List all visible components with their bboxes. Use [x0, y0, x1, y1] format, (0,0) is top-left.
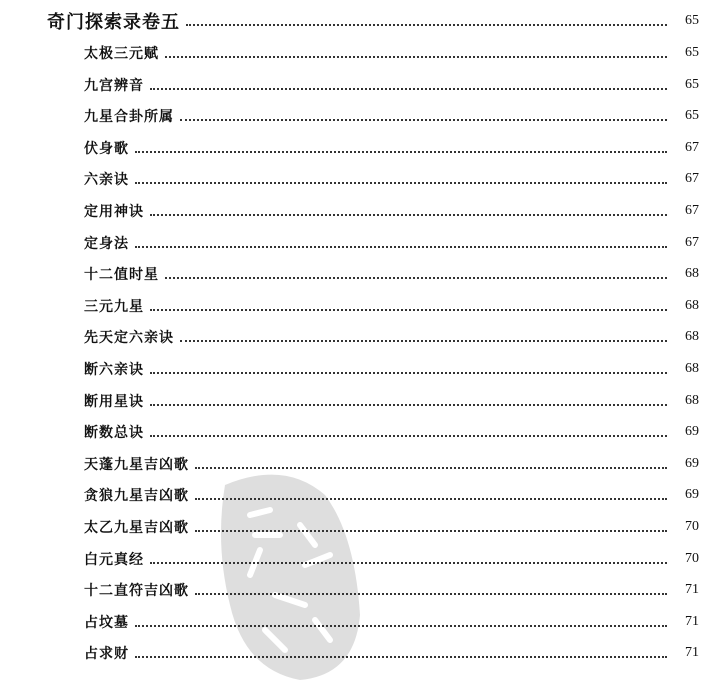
- entry-title: 断用星诀: [84, 393, 144, 410]
- toc-entry[interactable]: [84, 609, 699, 635]
- dot-leader: [165, 56, 667, 58]
- entry-title: 太极三元赋: [84, 46, 159, 62]
- toc-entry[interactable]: [84, 135, 699, 161]
- dot-leader: [150, 309, 667, 311]
- entry-title: 断六亲诀: [84, 362, 144, 378]
- chapter-heading[interactable]: [47, 8, 699, 34]
- page-number: 65: [685, 45, 699, 60]
- page-number: 71: [685, 613, 699, 629]
- dot-leader: [135, 182, 667, 184]
- page-number: 69: [685, 455, 699, 471]
- entry-title: 九宫辨音: [84, 77, 144, 94]
- page-number: 67: [685, 203, 699, 218]
- dot-leader: [150, 562, 667, 564]
- dot-leader: [195, 498, 667, 500]
- page-number: 70: [685, 519, 699, 534]
- toc-entry[interactable]: [84, 230, 699, 256]
- dot-leader: [195, 467, 667, 469]
- page-number: 71: [685, 582, 699, 598]
- dot-leader: [150, 214, 667, 216]
- toc-entry[interactable]: [84, 451, 699, 477]
- entry-title: 太乙九星吉凶歌: [84, 520, 189, 536]
- dot-leader: [180, 119, 667, 121]
- dot-leader: [165, 277, 667, 279]
- page-number: 67: [685, 171, 699, 187]
- entry-title: 白元真经: [84, 551, 144, 568]
- entry-title: 三元九星: [84, 298, 144, 315]
- entry-title: 占求财: [84, 646, 129, 663]
- dot-leader: [186, 24, 667, 26]
- toc-entry[interactable]: [84, 40, 699, 66]
- dot-leader: [150, 88, 667, 90]
- toc-entry[interactable]: [84, 419, 699, 445]
- dot-leader: [195, 593, 667, 595]
- page-number: 68: [685, 266, 699, 282]
- page-number: 67: [685, 234, 699, 250]
- dot-leader: [135, 625, 667, 627]
- entry-title: 先天定六亲诀: [84, 330, 174, 347]
- dot-leader: [150, 435, 667, 437]
- dot-leader: [135, 656, 667, 658]
- toc-entry[interactable]: [84, 103, 699, 129]
- toc-entry[interactable]: [84, 482, 699, 508]
- page-number: 67: [685, 139, 699, 155]
- page-number: 65: [685, 108, 699, 124]
- toc-entry[interactable]: [84, 198, 699, 224]
- entry-title: 六亲诀: [84, 172, 129, 189]
- toc-entry[interactable]: [84, 261, 699, 287]
- toc-entry[interactable]: [84, 546, 699, 572]
- page-number: 69: [685, 424, 699, 440]
- toc-entry[interactable]: [84, 514, 699, 540]
- entry-title: 天蓬九星吉凶歌: [84, 456, 189, 473]
- dot-leader: [195, 530, 667, 532]
- entry-title: 定身法: [84, 235, 129, 252]
- entry-title: 十二直符吉凶歌: [84, 583, 189, 600]
- page-number: 68: [685, 329, 699, 345]
- toc-entry[interactable]: [84, 388, 699, 414]
- page-number: 65: [685, 13, 699, 28]
- entry-title: 伏身歌: [84, 140, 129, 157]
- entry-title: 断数总诀: [84, 425, 144, 442]
- page-number: 70: [685, 550, 699, 566]
- dot-leader: [135, 246, 667, 248]
- page-number: 68: [685, 361, 699, 376]
- dot-leader: [150, 404, 667, 406]
- entry-title: 定用神诀: [84, 204, 144, 220]
- toc-entry[interactable]: [84, 293, 699, 319]
- page-number: 65: [685, 76, 699, 92]
- dot-leader: [150, 372, 667, 374]
- page-number: 68: [685, 297, 699, 313]
- page-number: 69: [685, 487, 699, 503]
- toc-entry[interactable]: [84, 72, 699, 98]
- toc-entry[interactable]: [84, 356, 699, 382]
- toc-entry[interactable]: [84, 324, 699, 350]
- entry-title: 十二值时星: [84, 267, 159, 284]
- dot-leader: [180, 340, 667, 342]
- entry-title: 九星合卦所属: [84, 109, 174, 126]
- entry-title: 贪狼九星吉凶歌: [84, 488, 189, 505]
- page-number: 68: [685, 392, 699, 408]
- page-number: 71: [685, 645, 699, 661]
- dot-leader: [135, 151, 667, 153]
- chapter-title: 奇门探索录卷五: [47, 12, 180, 33]
- toc-entry[interactable]: [84, 577, 699, 603]
- entry-title: 占坟墓: [84, 614, 129, 631]
- toc-entry[interactable]: [84, 166, 699, 192]
- toc-entry[interactable]: [84, 640, 699, 666]
